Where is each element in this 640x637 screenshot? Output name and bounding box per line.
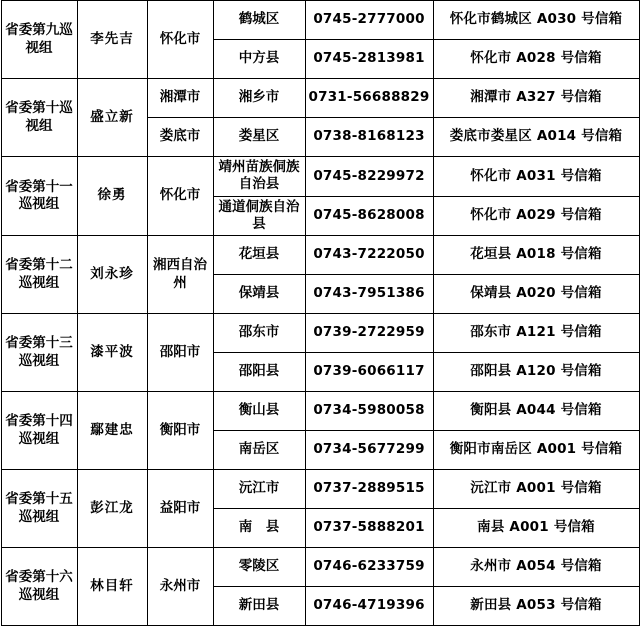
cell-inspected-county: 零陵区 xyxy=(213,548,305,587)
table-body xyxy=(1,1,639,626)
cell-inspected-county: 鹤城区 xyxy=(213,1,305,40)
cell-inspected-county: 新田县 xyxy=(213,587,305,626)
cell-contact-phone: 0745-8628008 xyxy=(305,196,433,236)
cell-mailing-address: 花垣县 A018 号信箱 xyxy=(433,236,639,275)
cell-mailing-address: 衡阳市南岳区 A001 号信箱 xyxy=(433,431,639,470)
cell-inspected-county: 湘乡市 xyxy=(213,79,305,118)
cell-inspected-county: 通道侗族自治县 xyxy=(213,196,305,236)
cell-contact-phone: 0734-5980058 xyxy=(305,392,433,431)
table-row xyxy=(1,392,639,431)
cell-contact-phone: 0746-6233759 xyxy=(305,548,433,587)
cell-contact-phone: 0743-7222050 xyxy=(305,236,433,275)
cell-contact-phone: 0745-2813981 xyxy=(305,40,433,79)
cell-stationed-city: 怀化市 xyxy=(147,1,213,79)
table-row xyxy=(1,470,639,509)
cell-mailing-address: 娄底市娄星区 A014 号信箱 xyxy=(433,118,639,157)
cell-group-leader: 盛立新 xyxy=(77,79,147,157)
cell-inspected-county: 衡山县 xyxy=(213,392,305,431)
cell-mailing-address: 湘潭市 A327 号信箱 xyxy=(433,79,639,118)
cell-mailing-address: 沅江市 A001 号信箱 xyxy=(433,470,639,509)
cell-mailing-address: 邵阳县 A120 号信箱 xyxy=(433,353,639,392)
cell-contact-phone: 0739-2722959 xyxy=(305,314,433,353)
cell-inspected-county: 中方县 xyxy=(213,40,305,79)
cell-mailing-address: 怀化市 A029 号信箱 xyxy=(433,196,639,236)
table-row xyxy=(1,314,639,353)
table-row xyxy=(1,548,639,587)
cell-contact-phone: 0743-7951386 xyxy=(305,275,433,314)
cell-inspection-group: 省委第十二巡视组 xyxy=(1,236,77,314)
cell-contact-phone: 0746-4719396 xyxy=(305,587,433,626)
cell-contact-phone: 0737-5888201 xyxy=(305,509,433,548)
table-row xyxy=(1,79,639,118)
cell-inspection-group: 省委第十巡视组 xyxy=(1,79,77,157)
cell-inspection-group: 省委第十一巡视组 xyxy=(1,157,77,236)
cell-group-leader: 彭江龙 xyxy=(77,470,147,548)
cell-mailing-address: 南县 A001 号信箱 xyxy=(433,509,639,548)
table-row xyxy=(1,1,639,40)
cell-group-leader: 李先吉 xyxy=(77,1,147,79)
cell-mailing-address: 怀化市 A028 号信箱 xyxy=(433,40,639,79)
cell-inspected-county: 邵东市 xyxy=(213,314,305,353)
cell-group-leader: 鄢建忠 xyxy=(77,392,147,470)
cell-contact-phone: 0738-8168123 xyxy=(305,118,433,157)
cell-mailing-address: 邵东市 A121 号信箱 xyxy=(433,314,639,353)
cell-inspected-county: 邵阳县 xyxy=(213,353,305,392)
cell-stationed-city: 永州市 xyxy=(147,548,213,626)
cell-inspection-group: 省委第十六巡视组 xyxy=(1,548,77,626)
cell-stationed-city: 湘潭市 xyxy=(147,79,213,118)
cell-inspected-county: 南岳区 xyxy=(213,431,305,470)
cell-inspected-county: 靖州苗族侗族自治县 xyxy=(213,157,305,197)
cell-contact-phone: 0739-6066117 xyxy=(305,353,433,392)
cell-mailing-address: 永州市 A054 号信箱 xyxy=(433,548,639,587)
cell-stationed-city: 衡阳市 xyxy=(147,392,213,470)
cell-stationed-city: 湘西自治州 xyxy=(147,236,213,314)
cell-group-leader: 徐勇 xyxy=(77,157,147,236)
cell-inspected-county: 花垣县 xyxy=(213,236,305,275)
cell-stationed-city: 益阳市 xyxy=(147,470,213,548)
cell-inspected-county: 娄星区 xyxy=(213,118,305,157)
cell-inspection-group: 省委第十五巡视组 xyxy=(1,470,77,548)
cell-inspection-group: 省委第九巡视组 xyxy=(1,1,77,79)
cell-mailing-address: 新田县 A053 号信箱 xyxy=(433,587,639,626)
cell-mailing-address: 衡阳县 A044 号信箱 xyxy=(433,392,639,431)
table-row xyxy=(1,236,639,275)
cell-group-leader: 林目轩 xyxy=(77,548,147,626)
cell-group-leader: 漆平波 xyxy=(77,314,147,392)
cell-mailing-address: 怀化市 A031 号信箱 xyxy=(433,157,639,197)
cell-contact-phone: 0737-2889515 xyxy=(305,470,433,509)
table-row xyxy=(1,157,639,197)
cell-inspected-county: 保靖县 xyxy=(213,275,305,314)
cell-group-leader: 刘永珍 xyxy=(77,236,147,314)
cell-contact-phone: 0745-8229972 xyxy=(305,157,433,197)
cell-stationed-city: 怀化市 xyxy=(147,157,213,236)
cell-contact-phone: 0745-2777000 xyxy=(305,1,433,40)
cell-mailing-address: 保靖县 A020 号信箱 xyxy=(433,275,639,314)
cell-inspection-group: 省委第十四巡视组 xyxy=(1,392,77,470)
cell-mailing-address: 怀化市鹤城区 A030 号信箱 xyxy=(433,1,639,40)
cell-stationed-city: 邵阳市 xyxy=(147,314,213,392)
cell-stationed-city: 娄底市 xyxy=(147,118,213,157)
cell-contact-phone: 0734-5677299 xyxy=(305,431,433,470)
cell-inspection-group: 省委第十三巡视组 xyxy=(1,314,77,392)
cell-inspected-county: 南 县 xyxy=(213,509,305,548)
cell-inspected-county: 沅江市 xyxy=(213,470,305,509)
inspection-team-table xyxy=(1,0,640,626)
cell-contact-phone: 0731-56688829 xyxy=(305,79,433,118)
